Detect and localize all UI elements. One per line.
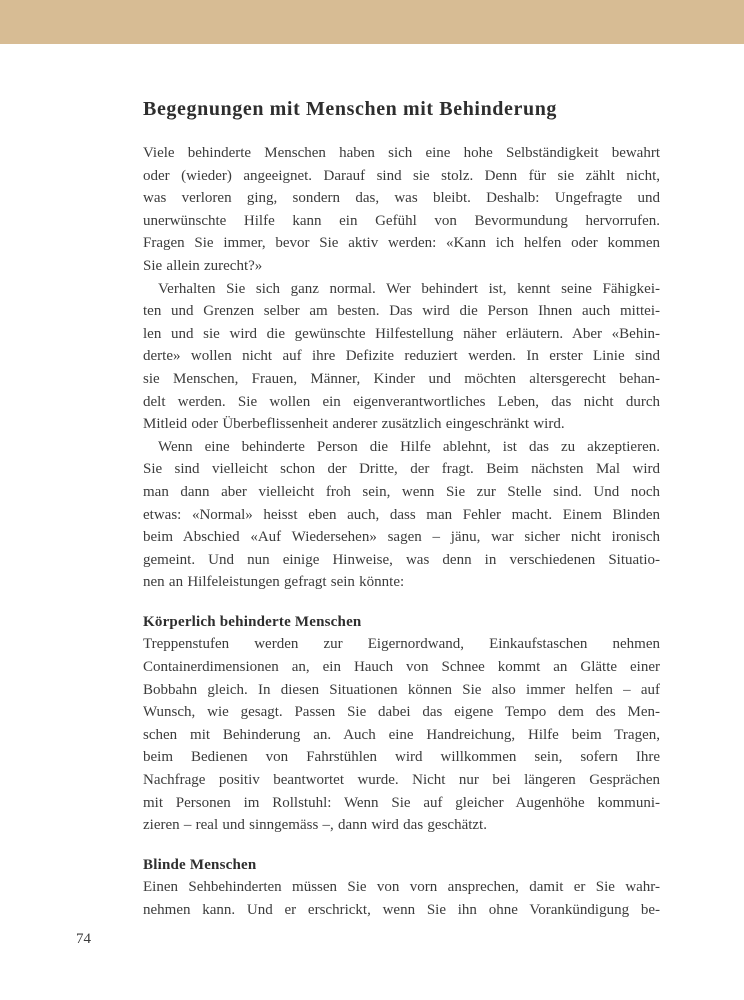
text-line: mit Personen im Rollstuhl: Wenn Sie auf gleicher Augenhöhe kommuni- [143,794,660,811]
text-line: Treppenstufen werden zur Eigernordwand, Einkaufstaschen nehmen [143,636,660,653]
text-line: Sie allein zurecht?» [143,257,263,274]
text-line: zieren – real und sinngemäss –, dann wird das geschätzt. [143,817,487,834]
body-paragraph [143,278,660,436]
text-line: gemeint. Und nun einige Hinweise, was denn in verschiedenen Situatio- [143,551,660,568]
text-line: Einen Sehbehinderten müssen Sie von vorn ansprechen, damit er Sie wahr- [143,879,660,896]
page-content [143,44,660,922]
text-line: Containerdimensionen an, ein Hauch von Schnee kommt an Glätte einer [143,659,660,676]
text-line: ten und Grenzen selber am besten. Das wird die Person Ihnen auch mittei- [143,303,660,320]
body-paragraph [143,633,660,836]
text-line: len und sie wird die gewünschte Hilfestellung näher erläutern. Aber «Behin- [143,325,660,342]
text-line: nehmen kann. Und er erschrickt, wenn Sie ihn ohne Vorankündigung be- [143,902,660,918]
text-line: delt werden. Sie wollen ein eigenverantwortliches Leben, das nicht durch [143,393,660,410]
text-line: nen an Hilfeleistungen gefragt sein könnte: [143,574,405,591]
text-line: Viele behinderte Menschen haben sich eine hohe Selbständigkeit bewahrt [143,145,660,161]
text-line: was verloren ging, sondern das, was bleibt. Deshalb: Ungefragte und [143,190,660,207]
section-heading: Körperlich behinderte Menschen [143,613,362,630]
text-line: beim Bedienen von Fahrstühlen wird willkommen sein, sofern Ihre [143,749,660,766]
body-paragraph [143,436,660,594]
text-line: man dann aber vielleicht froh sein, wenn Sie zur Stelle sind. Und noch [143,483,660,500]
text-line: beim Abschied «Auf Wiedersehen» sagen – jänu, war sicher nicht ironisch [143,529,660,546]
text-line: Sie sind vielleicht schon der Dritte, der fragt. Beim nächsten Mal wird [143,461,660,478]
text-line: derte» wollen nicht auf ihre Defizite reduziert werden. In erster Linie sind [143,348,660,365]
body-paragraph [143,876,660,921]
header-band [0,0,744,44]
text-line: unerwünschte Hilfe kann ein Gefühl von Bevormundung hervorrufen. [143,212,660,229]
text-line: Wenn eine behinderte Person die Hilfe ablehnt, ist das zu akzeptieren. [158,438,660,455]
page-number: 74 [76,931,91,947]
body-paragraph [143,142,660,278]
text-line: Fragen Sie immer, bevor Sie aktiv werden: «Kann ich helfen oder kommen [143,235,660,252]
text-line: schen mit Behinderung an. Auch eine Handreichung, Hilfe beim Tragen, [143,726,660,743]
text-line: Wunsch, wie gesagt. Passen Sie dabei das eigene Tempo dem des Men- [143,704,660,721]
text-line: Mitleid oder Überbeflissenheit anderer zusätzlich eingeschränkt wird. [143,416,565,433]
text-line: Bobbahn gleich. In diesen Situationen können Sie also immer helfen – auf [143,681,660,698]
section-heading: Blinde Menschen [143,856,257,873]
text-line: Nachfrage positiv beantwortet wurde. Nicht nur bei längeren Gesprächen [143,772,660,789]
text-line: oder (wieder) angeeignet. Darauf sind sie stolz. Denn für sie zählt nicht, [143,167,660,184]
text-line: Verhalten Sie sich ganz normal. Wer behindert ist, kennt seine Fähigkei- [158,280,660,297]
chapter-title: Begegnungen mit Menschen mit Behinderung [143,98,558,120]
text-line: sie Menschen, Frauen, Männer, Kinder und möchten altersgerecht behan- [143,370,660,387]
text-line: etwas: «Normal» heisst eben auch, dass man Fehler macht. Einem Blinden [143,506,660,523]
text-blocks [143,142,660,922]
